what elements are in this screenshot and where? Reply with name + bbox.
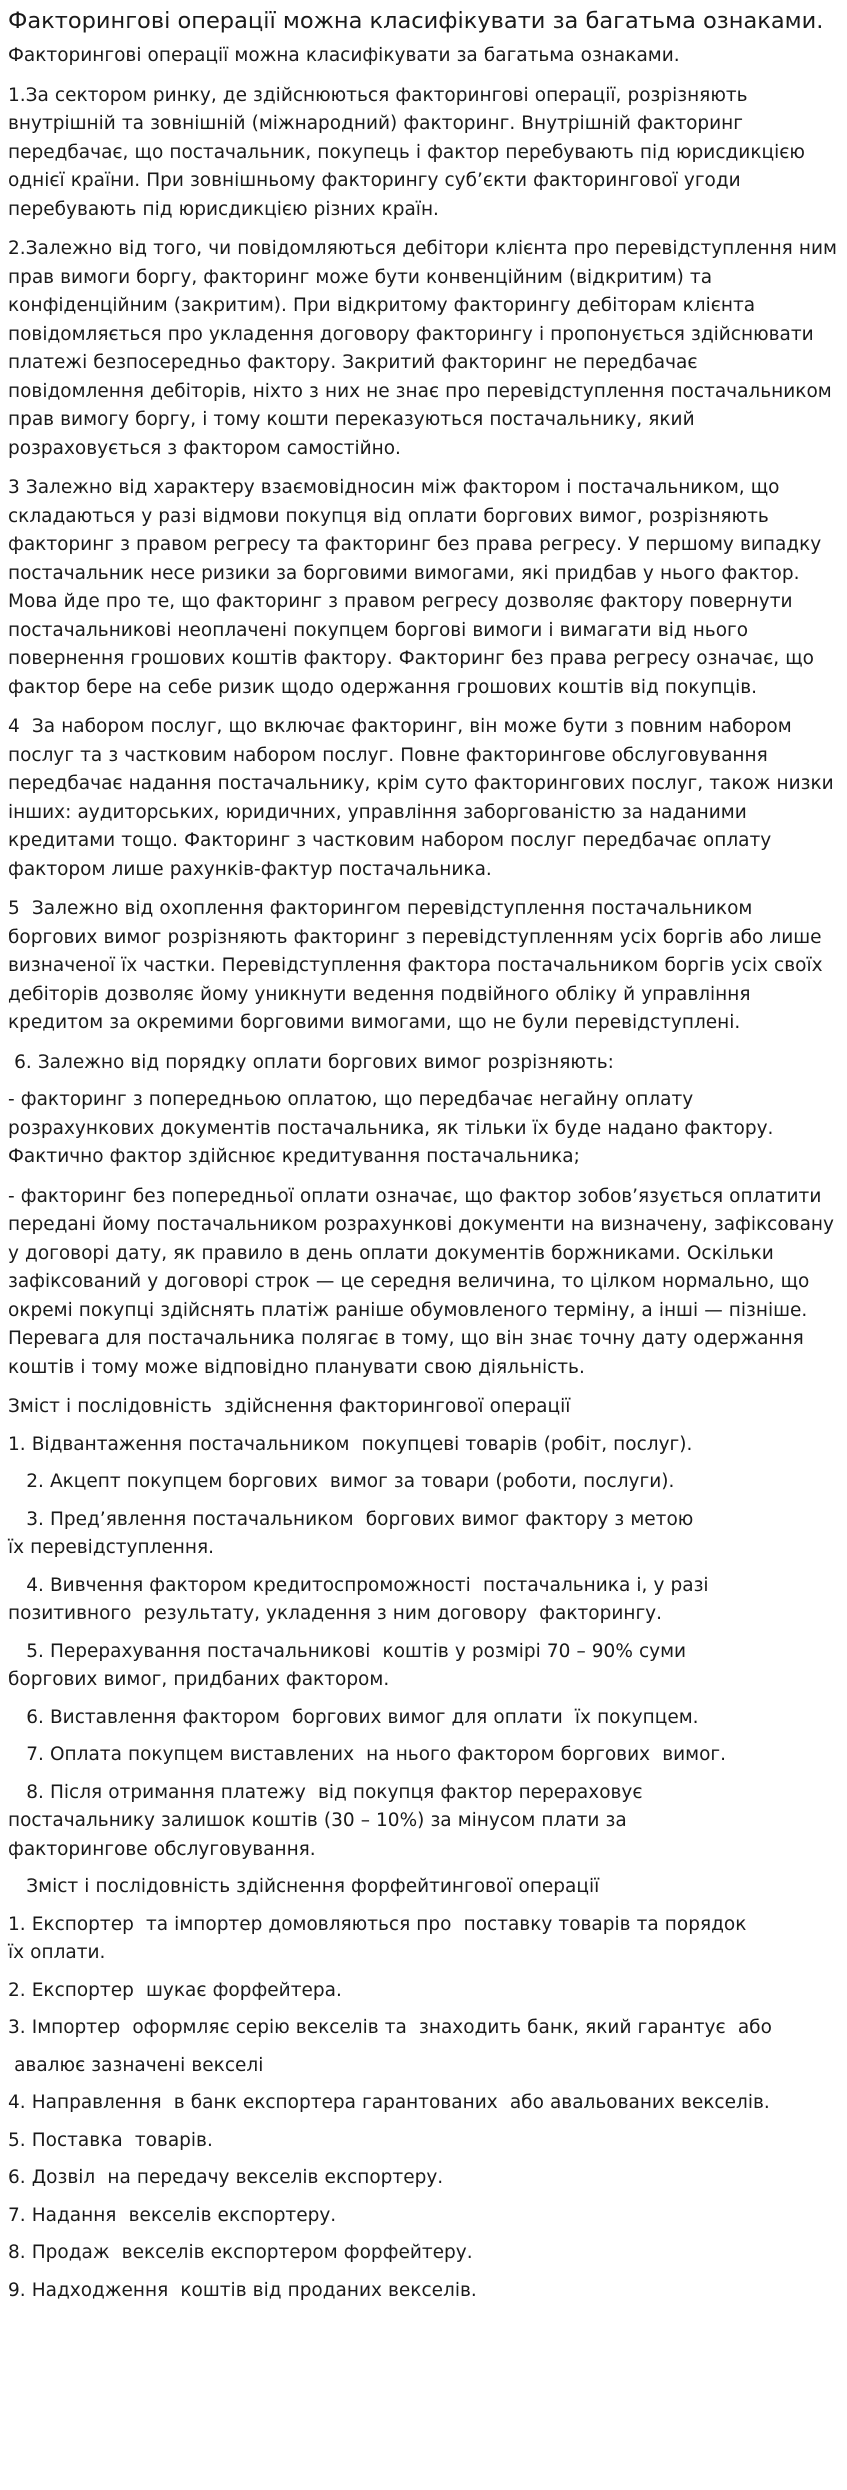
factoring-step-3: 3. Пред’явлення постачальником боргових вимог фактору з метою їх перевідступлення. bbox=[8, 1508, 694, 1558]
forfeiting-step-4: 4. Направлення в банк експортера гарантованих або авальованих векселів. bbox=[8, 2092, 770, 2113]
forfeiting-step-6: 6. Дозвіл на передачу векселів експортеру. bbox=[8, 2167, 444, 2188]
forfeiting-steps-heading: Зміст і послідовність здійснення форфейтингової операції bbox=[8, 1876, 600, 1897]
forfeiting-step-3: 3. Імпортер оформляє серію векселів та знаходить банк, який гарантує або bbox=[8, 2017, 772, 2038]
paragraph-prepayment: - факторинг з попередньою оплатою, що передбачає негайну оплату розрахункових документів постачальника, як тільки їх буде надано фактору. Фактично фактор здійснює кредитування постачальника; bbox=[8, 1089, 780, 1167]
forfeiting-step-8: 8. Продаж векселів експортером форфейтеру. bbox=[8, 2242, 473, 2263]
forfeiting-step-2: 2. Експортер шукає форфейтера. bbox=[8, 1979, 342, 2001]
factoring-step-5: 5. Перерахування постачальникові коштів у розмірі 70 – 90% суми боргових вимог, придбаних фактором. bbox=[8, 1640, 687, 1690]
factoring-steps-heading: Зміст і послідовність здійснення факторингової операції bbox=[8, 1396, 571, 1417]
forfeiting-step-7: 7. Надання векселів експортеру. bbox=[8, 2204, 337, 2226]
factoring-step-1: 1. Відвантаження постачальником покупцеві товарів (робіт, послуг). bbox=[8, 1433, 693, 1455]
paragraph-classification-5: 5 Залежно від охоплення факторингом перевідступлення постачальником боргових вимог розрізняють факторинг з перевідступленням усіх боргів або лише визначеної їх частки. Перевідступлення фактора постачальником боргів усіх своїх дебіторів дозволяє йому уникнути ведення подвійного обліку й управління кредитом за окремими борговими вимогами, що не були перевідступлені. bbox=[8, 898, 829, 1033]
paragraph-classification-2: 2.Залежно від того, чи повідомляються дебітори клієнта про перевідступлення ним прав вимоги боргу, факторинг може бути конвенційним (відкритим) та конфіденційним (закритим). При відкритому факторингу дебіторам клієнта повідомляється про укладення договору факторингу і пропонується здійснювати платежі безпосередньо фактору. Закритий факторинг не передбачає повідомлення дебіторів, ніхто з них не знає про перевідступлення постачальником прав вимогу боргу, і тому кошти переказуються постачальнику, який розраховується з фактором самостійно. bbox=[8, 238, 844, 459]
factoring-step-6: 6. Виставлення фактором боргових вимог для оплати їх покупцем. bbox=[8, 1706, 699, 1728]
paragraph-classification-6: 6. Залежно від порядку оплати боргових вимог розрізняють: bbox=[8, 1051, 614, 1073]
document-body bbox=[8, 42, 844, 2305]
forfeiting-step-9: 9. Надходження коштів від проданих векселів. bbox=[8, 2279, 477, 2301]
paragraph-classification-1: 1.За сектором ринку, де здійснюються факторингові операції, розрізняють внутрішній та зовнішній (міжнародний) факторинг. Внутрішній факторинг передбачає, що постачальник, покупець і фактор перебувають під юрисдикцією однієї країни. При зовнішньому факторингу суб’єкти факторингової угоди перебувають під юрисдикцією різних країн. bbox=[8, 84, 812, 220]
paragraph-no-prepayment: - факторинг без попередньої оплати означає, що фактор зобов’язується оплатити передані йому постачальником розрахункові документи на визначену, зафіксовану у договорі дату, як правило в день оплати документів боржниками. Оскільки зафіксований у договорі строк — це середня величина, то цілком нормально, що окремі покупці здійснять платіж раніше обумовленого терміну, а інші — пізніше. Перевага для постачальника полягає в тому, що він знає точну дату одержання коштів і тому може відповідно планувати свою діяльність. bbox=[8, 1185, 841, 1378]
factoring-step-7: 7. Оплата покупцем виставлених на нього фактором боргових вимог. bbox=[8, 1744, 727, 1765]
factoring-step-2: 2. Акцепт покупцем боргових вимог за товари (роботи, послуги). bbox=[8, 1471, 675, 1492]
factoring-step-8: 8. Після отримання платежу від покупця фактор перераховує постачальнику залишок коштів (30 – 10%) за мінусом плати за факторингове обслуговування. bbox=[8, 1781, 643, 1860]
paragraph-classification-3: 3 Залежно від характеру взаємовідносин між фактором і постачальником, що складаються у разі відмови покупця від оплати боргових вимог, розрізняють факторинг з правом регресу та факторинг без права регресу. У першому випадку постачальник несе ризики за борговими вимогами, які придбав у нього фактор. Мова йде про те, що факторинг з правом регресу дозволяє фактору повернути постачальникові неоплачені покупцем боргові вимоги і вимагати від нього повернення грошових коштів фактору. Факторинг без права регресу означає, що фактор бере на себе ризик щодо одержання грошових коштів від покупців. bbox=[8, 477, 828, 698]
paragraph-classification-4: 4 За набором послуг, що включає факторинг, він може бути з повним набором послуг та з частковим набором послуг. Повне факторингове обслуговування передбачає надання постачальнику, крім суто факторингових послуг, також низки інших: аудиторських, юридичних, управління заборгованістю за наданими кредитами тощо. Факторинг з частковим набором послуг передбачає оплату фактором лише рахунків-фактур постачальника. bbox=[8, 716, 840, 880]
page-title: Факторингові операції можна класифікувати за багатьма ознаками. bbox=[8, 8, 824, 34]
forfeiting-step-5: 5. Поставка товарів. bbox=[8, 2129, 213, 2151]
factoring-step-4: 4. Вивчення фактором кредитоспроможності постачальника і, у разі позитивного результату, укладення з ним договору факторингу. bbox=[8, 1574, 709, 1624]
forfeiting-step-3-continued: авалює зазначені векселі bbox=[8, 2054, 264, 2076]
forfeiting-step-1: 1. Експортер та імпортер домовляються про поставку товарів та порядок їх оплати. bbox=[8, 1913, 747, 1963]
paragraph-intro: Факторингові операції можна класифікувати за багатьма ознаками. bbox=[8, 45, 680, 66]
